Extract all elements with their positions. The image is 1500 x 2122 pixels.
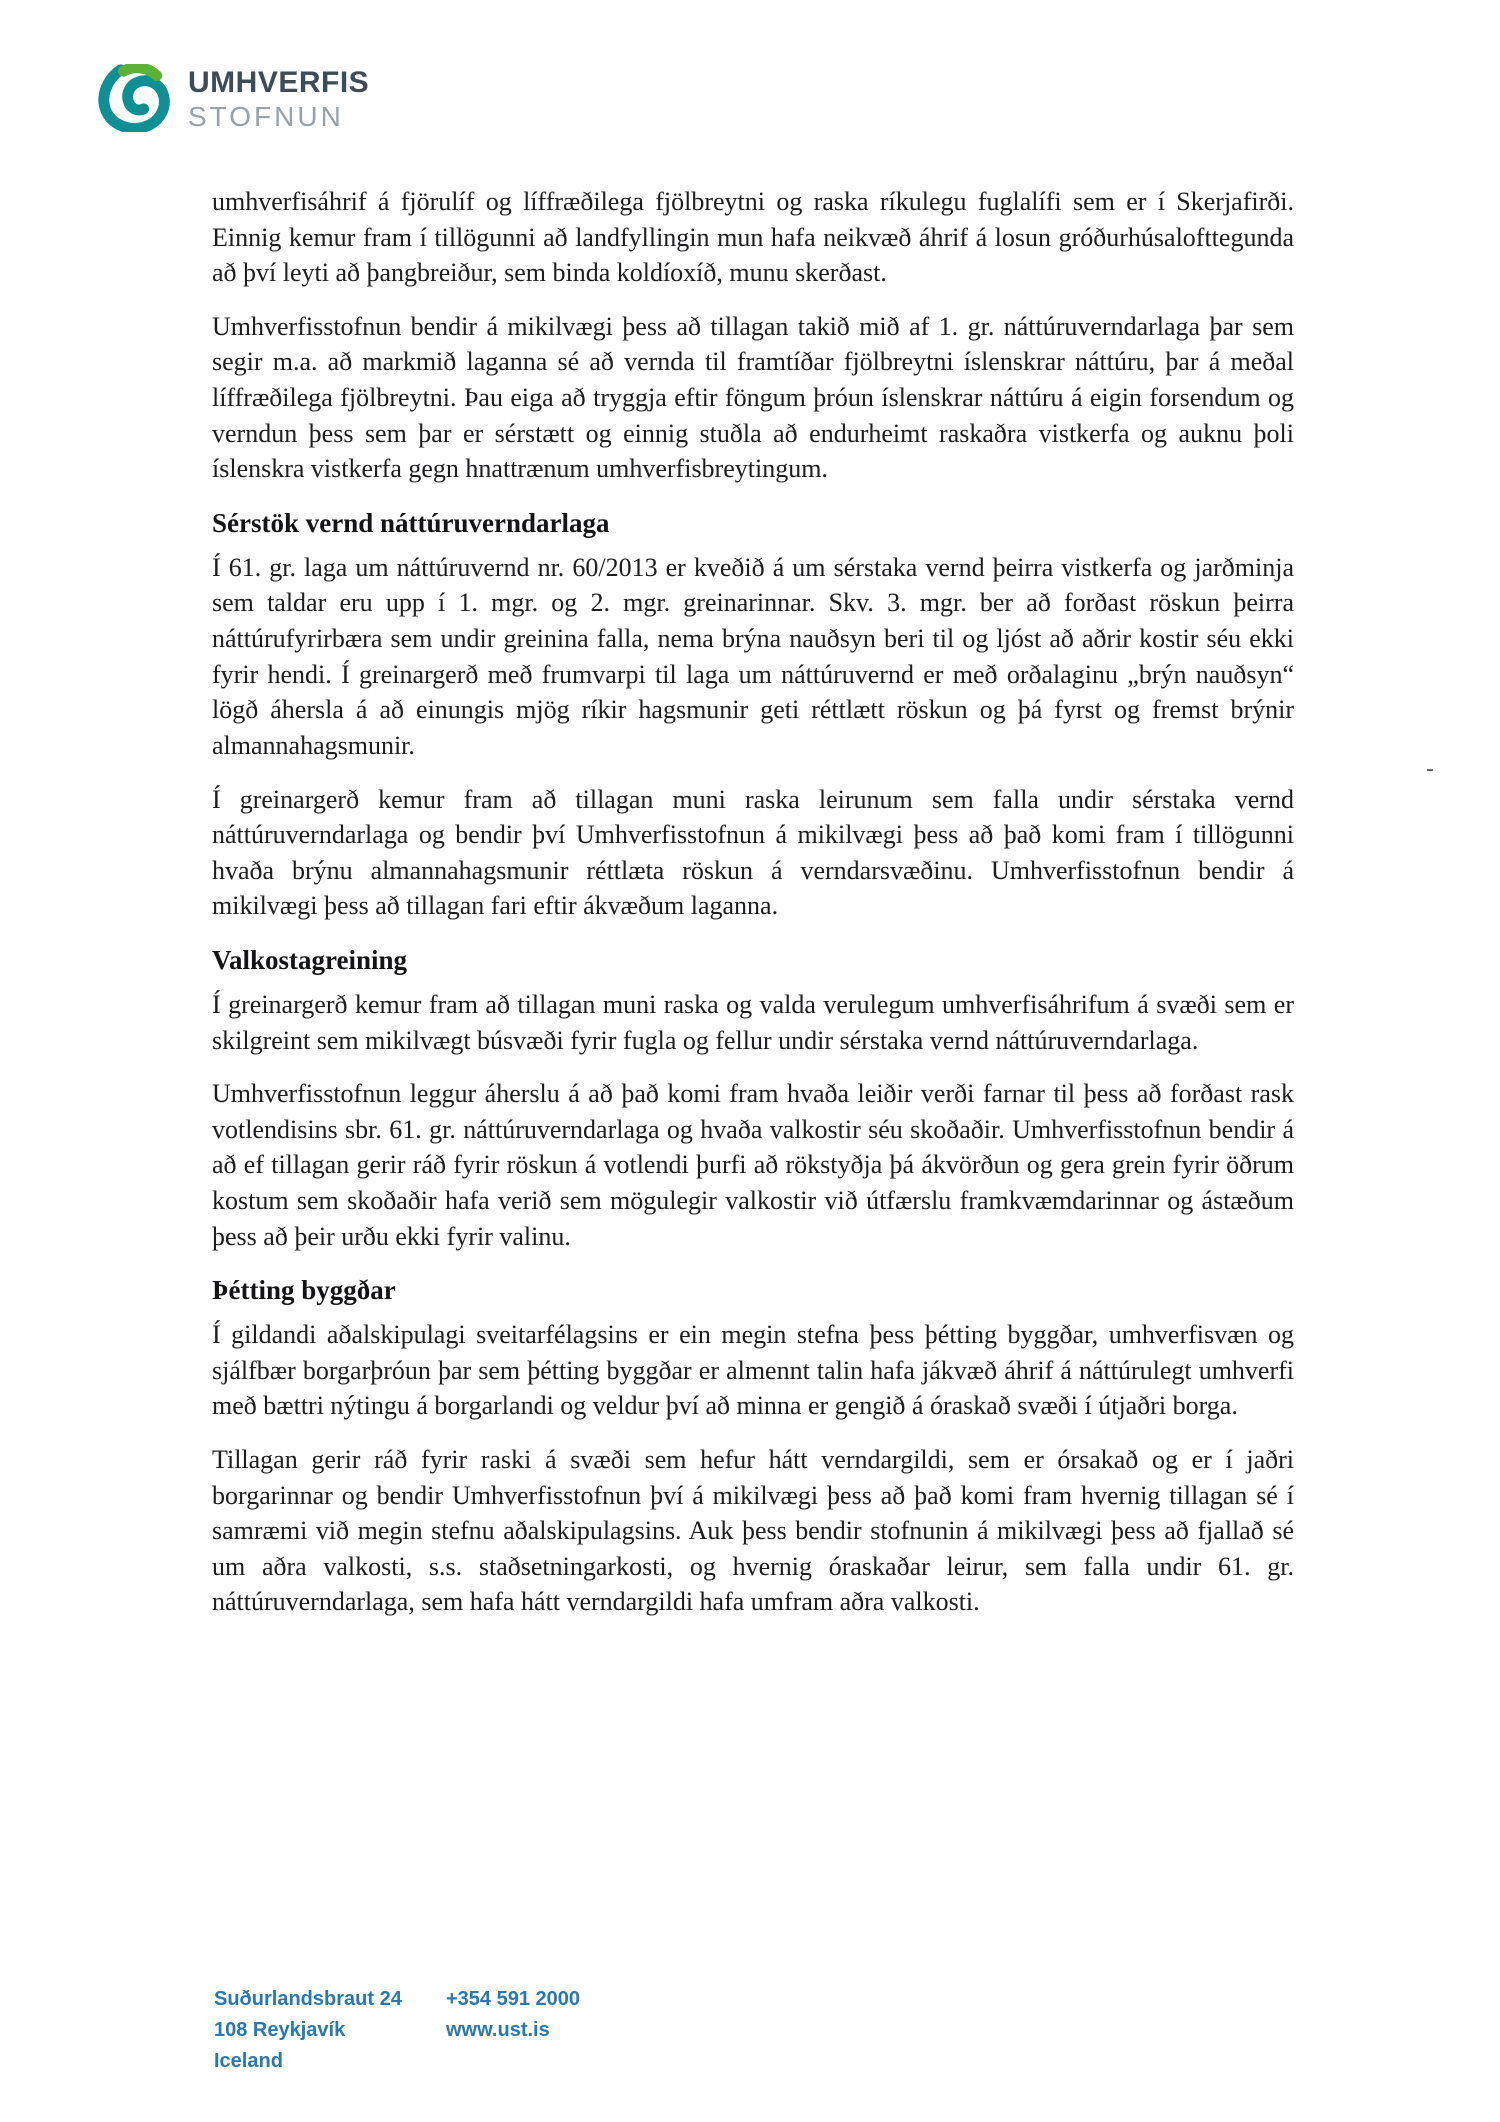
paragraph-intro-continued: umhverfisáhrif á fjörulíf og líffræðilega fjölbreytni og raska ríkulegu fuglalífi sem er í Skerjafirði. Einnig kemur fram í tillögunni að landfyllingin mun hafa neikvæð áhrif á losun gróðurhúsalofttegunda að því leyti að þangbreiður, sem binda koldíoxíð, munu skerðast. <box>212 187 1294 288</box>
page-footer <box>214 1984 580 2077</box>
umhverfisstofnun-logo-icon <box>98 64 172 132</box>
footer-website: www.ust.is <box>446 2019 550 2041</box>
paragraph-adalskipulag: Í gildandi aðalskipulagi sveitarfélagsins er ein megin stefna þess þétting byggðar, umhverfisvæn og sjálfbær borgarþróun þar sem þétting byggðar er almennt talin hafa jákvæð áhrif á náttúrulegt umhverfi með bættri nýtingu á borgarlandi og veldur því að minna er gengið á óraskað svæði í útjaðri borga. <box>212 1320 1294 1421</box>
section-heading-valkostagreining: Valkostagreining <box>212 944 408 975</box>
agency-logo-text <box>188 64 369 133</box>
paragraph-raska-leirunum: Í greinargerð kemur fram að tillagan muni raska leirunum sem falla undir sérstaka vernd náttúruverndarlaga og bendir því Umhverfisstofnun á mikilvægi þess að það komi fram í tillögunni hvaða brýnu almannahagsmunir réttlæta röskun á verndarsvæðinu. Umhverfisstofnun bendir á mikilvægi þess að tillagan fari eftir ákvæðum laganna. <box>212 784 1294 921</box>
scan-margin-dash: - <box>1426 756 1434 782</box>
paragraph-umhverfisahrif-busvaedi: Í greinargerð kemur fram að tillagan muni raska og valda verulegum umhverfisáhrifum á svæði sem er skilgreint sem mikilvægt búsvæði fyrir fugla og fellur undir sérstaka vernd náttúruverndarlaga. <box>212 989 1294 1055</box>
paragraph-61-gr-natturuvernd: Í 61. gr. laga um náttúruvernd nr. 60/2013 er kveðið á um sérstaka vernd þeirra vistkerfa og jarðminja sem taldar eru upp í 1. mgr. og 2. mgr. greinarinnar. Skv. 3. mgr. ber að forðast röskun þeirra náttúrufyrirbæra sem undir greinina falla, nema brýna nauðsyn beri til og ljóst að aðrir kostir séu ekki fyrir hendi. Í greinargerð með frumvarpi til laga um náttúruvernd er með orðalaginu „brýn nauðsyn“ lögð áhersla á að einungis mjög ríkir hagsmunir geti réttlætt röskun og þá fyrst og fremst brýnir almannahagsmunir. <box>212 552 1294 760</box>
document-body <box>212 184 1294 1638</box>
paragraph-rask-verndargildi: Tillagan gerir ráð fyrir raski á svæði sem hefur hátt verndargildi, sem er órsakað og er í jaðri borgarinnar og bendir Umhverfisstofnun því á mikilvægi þess að það komi fram hvernig tillagan sé í samræmi við megin stefnu aðalskipulagsins. Auk þess bendir stofnunin á mikilvægi þess að fjallað sé um aðra valkosti, s.s. staðsetningarkosti, og hvernig óraskaðar leirur, sem falla undir 61. gr. náttúruverndarlaga, sem hafa hátt verndargildi hafa umfram aðra valkosti. <box>212 1445 1294 1617</box>
footer-phone: +354 591 2000 <box>446 1988 581 2010</box>
logo-text-umhverfis: UMHVERFIS <box>188 66 370 99</box>
section-heading-thetting-byggdar: Þétting byggðar <box>212 1275 396 1306</box>
paragraph-markmid-laganna: Umhverfisstofnun bendir á mikilvægi þess að tillagan takið mið af 1. gr. náttúruverndarlaga þar sem segir m.a. að markmið laganna sé að vernda til framtíðar fjölbreytni íslenskrar náttúru, þar á meðal líffræðilega fjölbreytni. Þau eiga að tryggja eftir föngum þróun íslenskrar náttúru á eigin forsendum og verndun þess sem þar er sérstætt og einnig stuðla að endurheimt raskaðra vistkerfa og auknu þoli íslenskra vistkerfa gegn hnattrænum umhverfisbreytingum. <box>212 311 1294 484</box>
footer-address-street: Suðurlandsbraut 24 <box>214 1988 402 2010</box>
section-heading-serstok-vernd: Sérstök vernd náttúruverndarlaga <box>212 507 610 538</box>
footer-address <box>214 1984 446 2077</box>
footer-contact <box>446 1984 580 2046</box>
footer-address-city: 108 Reykjavík <box>214 2019 346 2041</box>
footer-address-country: Iceland <box>214 2050 283 2072</box>
paragraph-valkostir-skodadir: Umhverfisstofnun leggur áherslu á að það komi fram hvaða leiðir verði farnar til þess að forðast rask votlendisins sbr. 61. gr. náttúruverndarlaga og hvaða valkostir séu skoðaðir. Umhverfisstofnun bendir á að ef tillagan gerir ráð fyrir röskun á votlendi þurfi að rökstyðja þá ákvörðun og gera grein fyrir öðrum kostum sem skoðaðir hafa verið sem mögulegir valkostir við útfærslu framkvæmdarinnar og ástæðum þess að þeir urðu ekki fyrir valinu. <box>212 1079 1294 1251</box>
agency-header <box>98 64 369 133</box>
logo-text-stofnun: STOFNUN <box>188 100 344 132</box>
